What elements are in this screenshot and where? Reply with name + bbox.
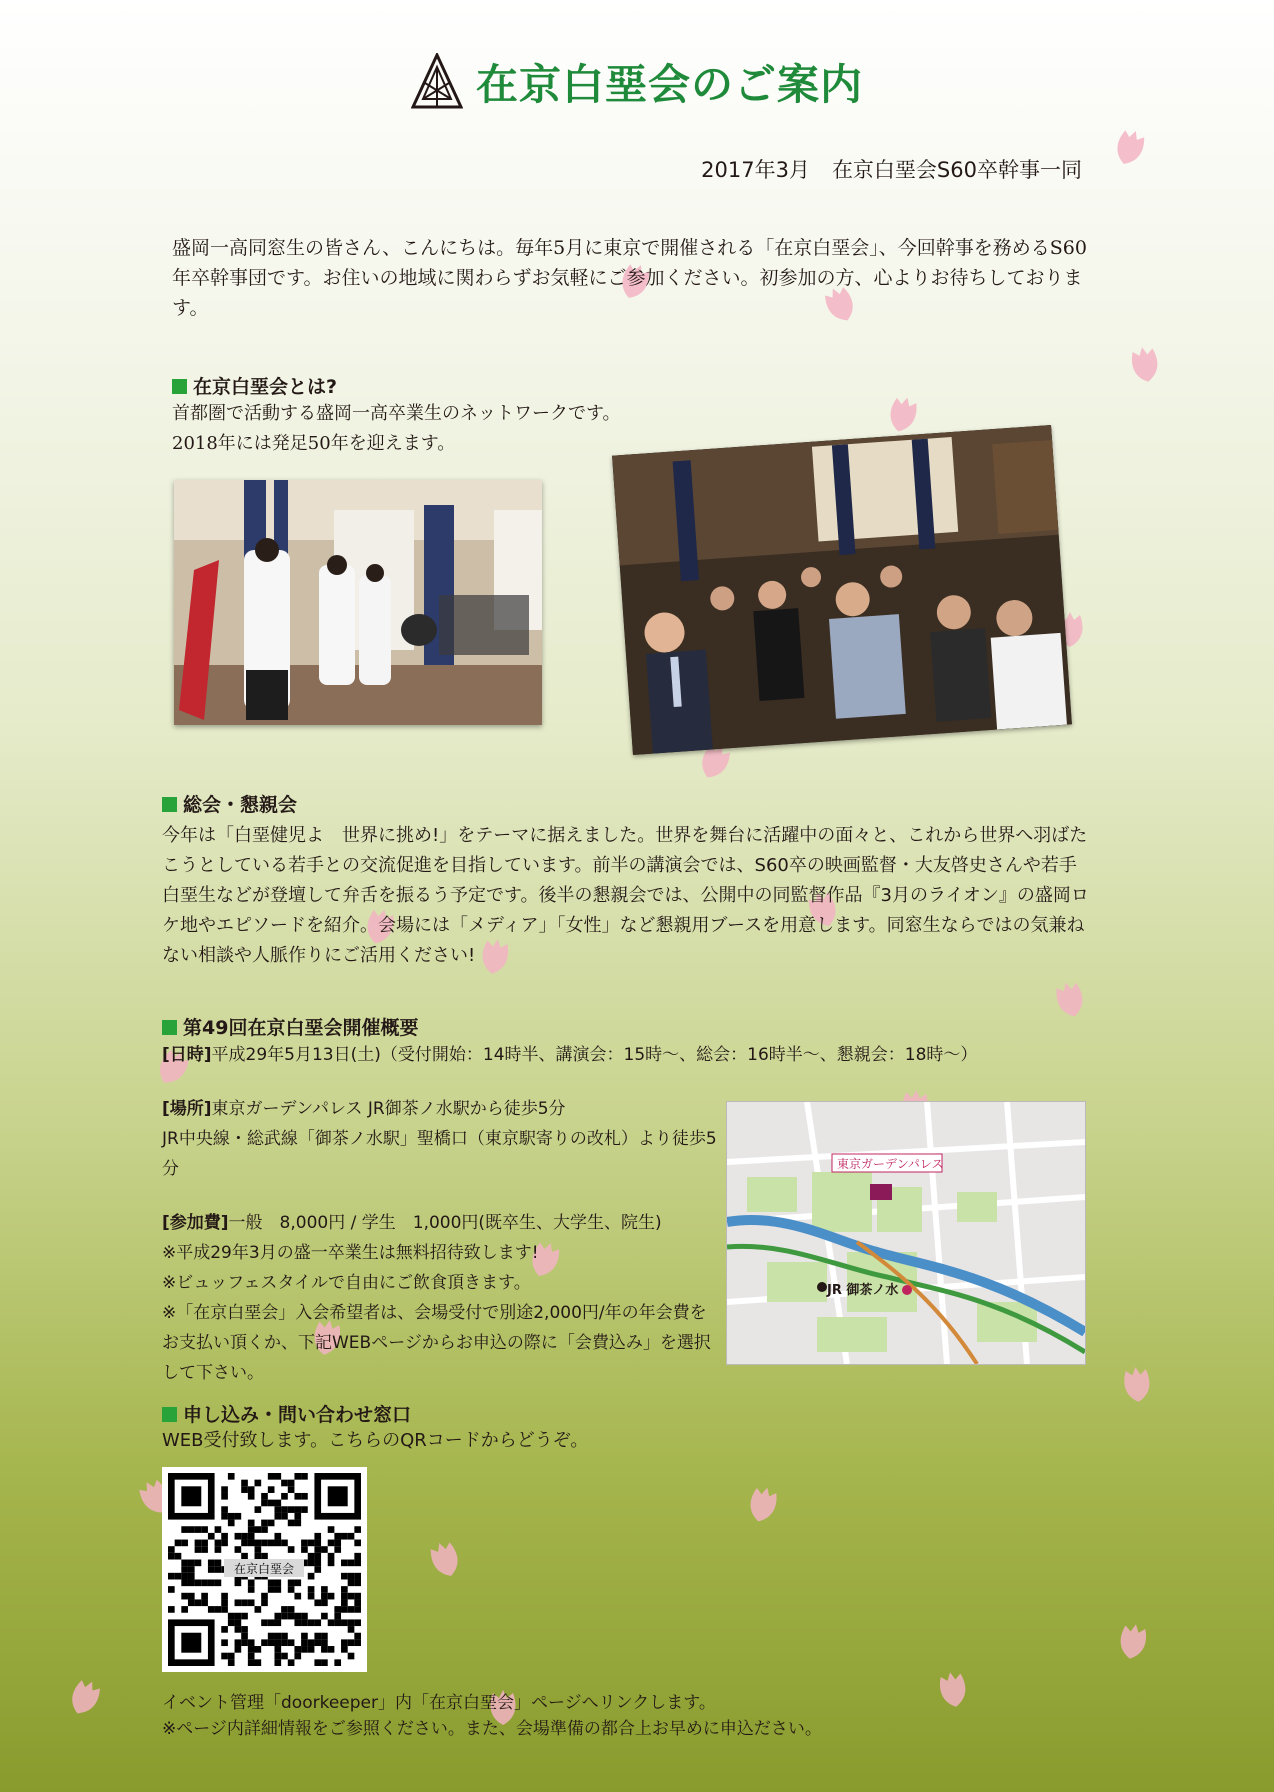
overview-section: [162, 1013, 1122, 1070]
contact-heading: 申し込み・問い合わせ窓口: [162, 1400, 862, 1427]
overview-place: [場所]東京ガーデンパレス JR御茶ノ水駅から徒歩5分: [162, 1099, 566, 1119]
about-heading: 在京白堊会とは?: [172, 372, 872, 399]
petal-icon: [744, 1482, 783, 1526]
sender-name: 在京白堊会S60卒幹事一同: [831, 158, 1082, 182]
page-title: 在京白堊会のご案内: [476, 60, 864, 109]
overview-heading: 第49回在京白堊会開催概要: [162, 1013, 1122, 1040]
petal-icon: [884, 392, 923, 436]
photo-performance: [174, 480, 542, 725]
bullet-square-icon: [162, 1020, 177, 1035]
bullet-square-icon: [172, 379, 187, 394]
venue-map: [726, 1101, 1086, 1365]
overview-note-3: ※「在京白堊会」入会希望者は、会場受付で別途2,000円/年の年会費を: [162, 1303, 707, 1323]
meeting-heading: 総会・懇親会: [162, 790, 1092, 817]
map-graphic: [727, 1102, 1085, 1364]
contact-line: WEB受付致します。こちらのQRコードからどうぞ。: [162, 1430, 589, 1451]
overview-note-1: ※平成29年3月の盛一卒業生は無料招待致します!: [162, 1243, 539, 1263]
petal-icon: [1109, 124, 1150, 170]
map-station-label: JR 御茶ノ水: [827, 1283, 899, 1298]
bullet-square-icon: [162, 797, 177, 812]
intro-paragraph: 盛岡一高同窓生の皆さん、こんにちは。毎年5月に東京で開催される「在京白堊会」、今回幹事を務めるS60年卒幹事団です。お住いの地域に関わらずお気軽にご参加ください。初参加の方、心よりお待ちしております。: [172, 237, 1087, 319]
overview-note-5: して下さい。: [162, 1363, 264, 1383]
petal-icon: [1120, 1364, 1153, 1404]
overview-fee: [参加費]一般 8,000円 / 学生 1,000円(既卒生、大学生、院生): [162, 1213, 662, 1233]
about-line-2: 2018年には発足50年を迎えます。: [172, 433, 456, 454]
issue-date: 2017年3月: [701, 158, 810, 182]
overview-details: [162, 1094, 722, 1388]
overview-place-sub: JR中央線・総武線「御茶ノ水駅」聖橋口（東京駅寄りの改札）より徒歩5分: [162, 1129, 717, 1179]
doorkeeper-link-text: イベント管理「doorkeeper」内「在京白堊会」ページへリンクします。: [162, 1693, 716, 1713]
dateline: [701, 154, 1082, 184]
contact-note: ※ページ内詳細情報をご参照ください。また、会場準備の都合上お早めに申込ださい。: [162, 1719, 822, 1739]
about-line-1: 首都圏で活動する盛岡一高卒業生のネットワークです。: [172, 403, 621, 424]
petal-icon: [1127, 343, 1163, 386]
contact-footer: [162, 1690, 1122, 1742]
petal-icon: [424, 1536, 465, 1582]
qr-code-graphic: [162, 1467, 367, 1672]
map-venue-label: 東京ガーデンパレス: [837, 1157, 944, 1171]
qr-center-label: 在京白堊会: [233, 1562, 295, 1576]
qr-code[interactable]: [162, 1467, 367, 1672]
school-crest-icon: [411, 53, 463, 111]
overview-note-2: ※ビュッフェスタイルで自由にご飲食頂きます。: [162, 1273, 531, 1293]
petal-icon: [1115, 1620, 1151, 1663]
overview-datetime: [日時]平成29年5月13日(土)（受付開始：14時半、講演会：15時～、総会：16時半～、懇親会：18時～）: [162, 1045, 978, 1065]
page-header: [0, 52, 1274, 112]
petal-icon: [63, 1673, 106, 1720]
bullet-square-icon: [162, 1407, 177, 1422]
overview-note-4: お支払い頂くか、下記WEBページからお申込の際に「会費込み」を選択: [162, 1333, 711, 1353]
meeting-body: 今年は「白堊健児よ 世界に挑め!」をテーマに据えました。世界を舞台に活躍中の面々と、これから世界へ羽ばたこうとしている若手との交流促進を目指しています。前半の講演会では、S60卒の映画監督・大友啓史さんや若手白堊生などが登壇して弁舌を振るう予定です。後半の懇親会では、公開中の同監督作品『3月のライオン』の盛岡ロケ地やエピソードを紹介。会場には「メディア」「女性」など懇親用ブースを用意します。同窓生ならではの気兼ねない相談や人脈作りにご活用ください!: [162, 825, 1089, 966]
contact-section: [162, 1400, 862, 1455]
photo-party: [612, 425, 1072, 755]
meeting-section: [162, 790, 1092, 971]
